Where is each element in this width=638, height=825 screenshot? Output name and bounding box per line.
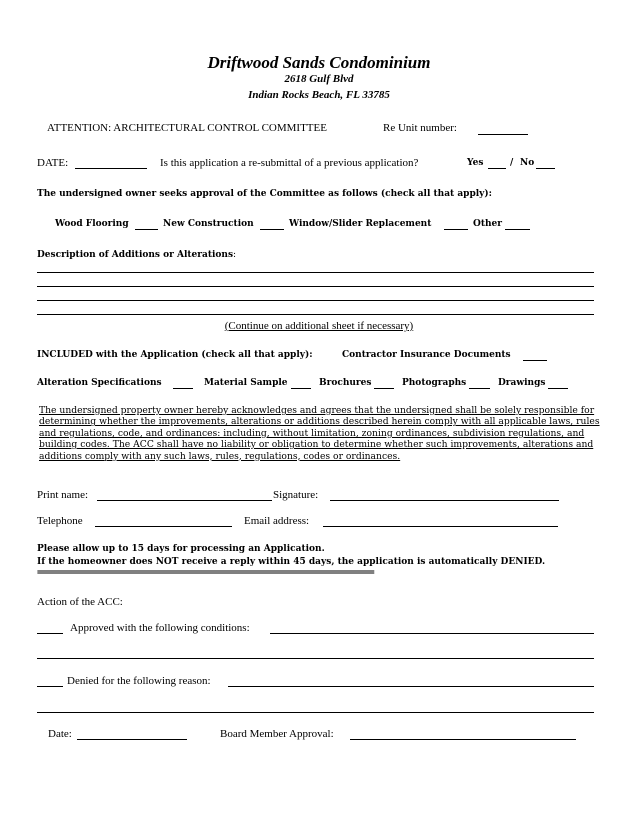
included-material-sample-label: Material Sample bbox=[204, 378, 288, 388]
option-new-construction-label: New Construction bbox=[163, 219, 254, 229]
address-line-1: 2618 Gulf Blvd bbox=[284, 73, 354, 85]
acc-date-label: Date: bbox=[48, 728, 72, 740]
denied-checkbox-field[interactable] bbox=[37, 686, 63, 687]
included-contractor-insurance-field[interactable] bbox=[523, 360, 547, 361]
email-field[interactable] bbox=[323, 526, 558, 527]
unit-number-label: Re Unit number: bbox=[383, 122, 457, 134]
option-other-field[interactable] bbox=[505, 229, 530, 230]
acc-action-heading: Action of the ACC: bbox=[37, 596, 123, 608]
approved-conditions-line-2[interactable] bbox=[37, 658, 594, 659]
resubmittal-no-field[interactable] bbox=[536, 168, 555, 169]
included-label: INCLUDED with the Application (check all that apply): bbox=[37, 350, 313, 360]
resubmittal-yes-label: Yes bbox=[467, 158, 484, 168]
unit-number-field[interactable] bbox=[478, 134, 528, 135]
separator-line: ======================================================================================== bbox=[37, 568, 374, 578]
approved-label: Approved with the following conditions: bbox=[70, 622, 250, 634]
continue-note: (Continue on additional sheet if necessary) bbox=[224, 320, 414, 332]
processing-notice: Please allow up to 15 days for processing an Application. bbox=[37, 544, 325, 554]
denial-notice: If the homeowner does NOT receive a reply within 45 days, the application is automatically DENIED. bbox=[37, 557, 546, 567]
included-contractor-insurance-label: Contractor Insurance Documents bbox=[342, 350, 511, 360]
description-label-colon: : bbox=[233, 250, 237, 260]
included-brochures-field[interactable] bbox=[374, 388, 394, 389]
signature-label: Signature: bbox=[273, 489, 319, 501]
date-field[interactable] bbox=[75, 168, 147, 169]
resubmittal-slash: / bbox=[510, 158, 514, 168]
attention-label: ATTENTION: ARCHITECTURAL CONTROL COMMITTEE bbox=[47, 122, 327, 134]
description-line-3[interactable] bbox=[37, 300, 594, 301]
telephone-field[interactable] bbox=[95, 526, 232, 527]
telephone-label: Telephone bbox=[37, 515, 83, 527]
board-approval-label: Board Member Approval: bbox=[220, 728, 334, 740]
included-drawings-label: Drawings bbox=[498, 378, 546, 388]
option-window-slider-label: Window/Slider Replacement bbox=[289, 219, 432, 229]
description-line-1[interactable] bbox=[37, 272, 594, 273]
board-approval-field[interactable] bbox=[350, 739, 576, 740]
option-window-slider-field[interactable] bbox=[444, 229, 468, 230]
email-label: Email address: bbox=[244, 515, 310, 527]
address-line-2: Indian Rocks Beach, FL 33785 bbox=[248, 89, 390, 101]
acknowledgement-text: The undersigned property owner hereby acknowledges and agrees that the undersigned shall be solely responsible for determining whether the improvements, alterations or additions described herein comply with all applicable laws, rules and regulations, code, and ordinances: including, without limitation, zoning ordinances, subdivision regulations, and building codes. The ACC shall have no liability or obligation to determine whether such improvements, alterations and additions comply with any such laws, rules, regulations, codes or ordinances. bbox=[39, 405, 600, 462]
signature-field[interactable] bbox=[330, 500, 559, 501]
option-wood-flooring-field[interactable] bbox=[135, 229, 158, 230]
option-wood-flooring-label: Wood Flooring bbox=[55, 219, 129, 229]
description-label bbox=[37, 250, 236, 260]
approval-request-text: The undersigned owner seeks approval of the Committee as follows (check all that apply): bbox=[37, 189, 492, 199]
description-line-2[interactable] bbox=[37, 286, 594, 287]
resubmittal-yes-field[interactable] bbox=[488, 168, 506, 169]
resubmittal-question: Is this application a re-submittal of a previous application? bbox=[160, 157, 419, 169]
resubmittal-no-label: No bbox=[520, 158, 535, 168]
option-new-construction-field[interactable] bbox=[260, 229, 284, 230]
included-brochures-label: Brochures bbox=[319, 378, 372, 388]
included-photographs-label: Photographs bbox=[402, 378, 467, 388]
denied-reason-field[interactable] bbox=[228, 686, 594, 687]
included-drawings-field[interactable] bbox=[548, 388, 568, 389]
option-other-label: Other bbox=[473, 219, 503, 229]
denied-label: Denied for the following reason: bbox=[67, 675, 211, 687]
print-name-field[interactable] bbox=[97, 500, 272, 501]
form-title: Driftwood Sands Condominium bbox=[207, 53, 431, 72]
included-alteration-specs-label: Alteration Specifications bbox=[37, 378, 162, 388]
description-label-text: Description of Additions or Alterations bbox=[37, 250, 234, 260]
acc-date-field[interactable] bbox=[77, 739, 187, 740]
print-name-label: Print name: bbox=[37, 489, 89, 501]
approved-conditions-field[interactable] bbox=[270, 633, 594, 634]
description-line-4[interactable] bbox=[37, 314, 594, 315]
included-material-sample-field[interactable] bbox=[291, 388, 311, 389]
included-alteration-specs-field[interactable] bbox=[173, 388, 193, 389]
approved-checkbox-field[interactable] bbox=[37, 633, 63, 634]
denied-reason-line-2[interactable] bbox=[37, 712, 594, 713]
included-photographs-field[interactable] bbox=[469, 388, 490, 389]
date-label: DATE: bbox=[37, 157, 69, 169]
